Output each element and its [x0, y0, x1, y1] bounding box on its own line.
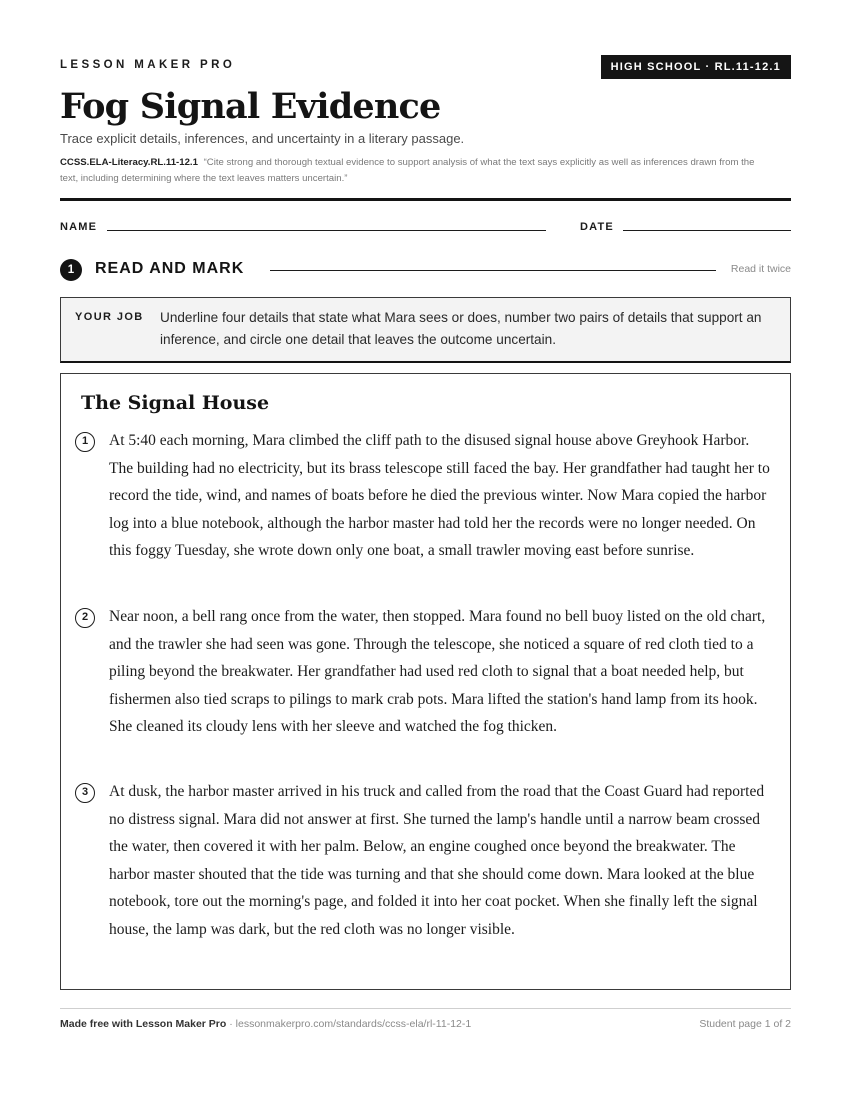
name-date-row [60, 220, 791, 236]
standard-text: “Cite strong and thorough textual evidence to support analysis of what the text says explicitly as well as inferences drawn from the text, including determining where the text leaves matters uncertain.” [60, 157, 755, 184]
brand-name: LESSON MAKER PRO [60, 59, 236, 71]
name-label: NAME [60, 221, 98, 233]
footer-divider [60, 1008, 791, 1009]
page-number: Student page 1 of 2 [699, 1018, 791, 1030]
paragraph-text: At 5:40 each morning, Mara climbed the cliff path to the disused signal house above Greyhook Harbor. The building had no electricity, but its brass telescope still faced the bay. Her grandfather had taught her to record the tide, wind, and names of boats before he died the previous winter. Now Mara copied the harbor log into a blue notebook, although the harbor master had told her the records were no longer needed. On this foggy Tuesday, she wrote down only one boat, a small trawler moving east before sunrise. [109, 432, 770, 559]
section-header [60, 258, 791, 282]
worksheet-page [60, 0, 791, 1100]
page-header [60, 55, 791, 79]
section-note: Read it twice [730, 263, 791, 275]
paragraph-number-badge: 3 [75, 783, 95, 803]
name-field[interactable] [107, 230, 546, 231]
date-field[interactable] [623, 230, 791, 231]
passage-box [60, 373, 791, 990]
page-footer [60, 1018, 791, 1030]
paragraph-number-badge: 1 [75, 432, 95, 452]
page-subtitle: Trace explicit details, inferences, and uncertainty in a literary passage. [60, 131, 465, 146]
footer-url[interactable]: · lessonmakerpro.com/standards/ccss-ela/rl-11-12-1 [226, 1018, 472, 1030]
passage-title: The Signal House [81, 392, 270, 414]
page-title: Fog Signal Evidence [60, 86, 441, 127]
footer-brand: Made free with Lesson Maker Pro [60, 1018, 227, 1030]
instructions-box [60, 297, 791, 363]
standard-code: CCSS.ELA-Literacy.RL.11-12.1 [60, 157, 198, 168]
instructions-text: Underline four details that state what Mara sees or does, number two pairs of details that support an inference, and circle one detail that leaves the outcome uncertain. [160, 310, 762, 347]
level-badge: HIGH SCHOOL · RL.11-12.1 [601, 55, 791, 79]
standard-description [60, 155, 760, 187]
header-divider [60, 198, 791, 201]
section-number-badge: 1 [60, 259, 82, 281]
instructions-label: YOUR JOB [75, 311, 144, 323]
section-divider [270, 270, 716, 271]
paragraph-text: At dusk, the harbor master arrived in his truck and called from the road that the Coast Guard had reported no distress signal. Mara did not answer at first. She turned the lamp's handle until a narrow beam crossed the water, then covered it with her palm. Below, an engine coughed once beyond the breakwater. The harbor master shouted that the tide was turning and that she should come down. Mara looked at the blue notebook, tore out the morning's page, and folded it into her coat pocket. When she finally left the signal house, the lamp was dark, but the red cloth was no longer visible. [109, 783, 765, 938]
date-label: DATE [580, 221, 614, 233]
section-title: READ AND MARK [95, 260, 245, 277]
paragraph-number-badge: 2 [75, 608, 95, 628]
paragraph-text: Near noon, a bell rang once from the water, then stopped. Mara found no bell buoy listed on the old chart, and the trawler she had seen was gone. Through the telescope, she noticed a square of red cloth tied to a piling beyond the breakwater. Her grandfather had used red cloth to signal that a boat needed help, but fishermen also tied scraps to pilings to mark crab pots. Mara lifted the station's hand lamp from its hook. She cleaned its cloudy lens with her sleeve and watched the fog thicken. [109, 608, 766, 735]
